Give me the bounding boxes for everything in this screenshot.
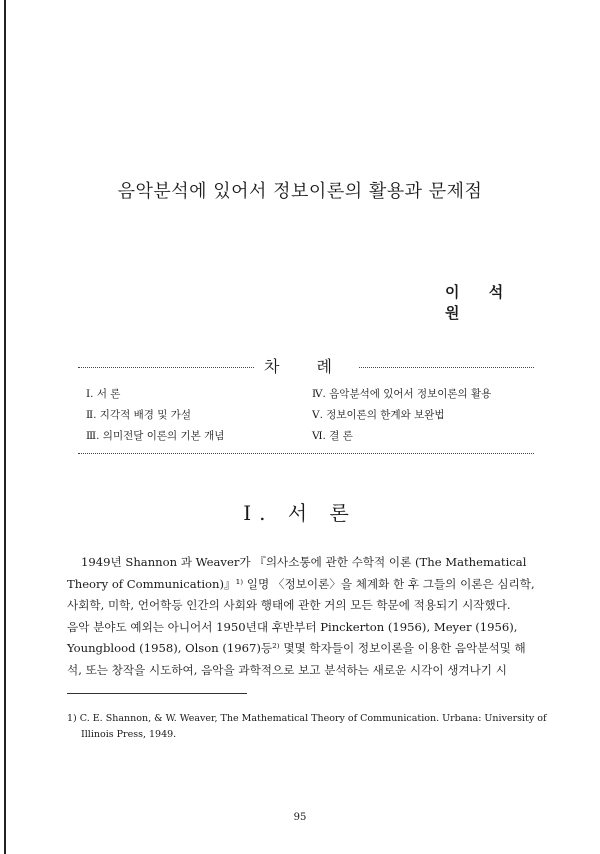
body-line: 음악 분야도 예외는 아니어서 1950년대 후반부터 Pinckerton (1956), Meyer (1956),	[67, 619, 518, 634]
toc-item: Ⅴ. 정보이론의 한계와 보완법	[312, 409, 445, 421]
author-name: 이 석 원	[445, 283, 516, 322]
table-of-contents	[78, 356, 534, 454]
body-line: 1949년 Shannon 과 Weaver가 『의사소통에 관한 수학적 이론 (The Mathematical	[81, 555, 527, 569]
body-line: 석, 또는 창작을 시도하여, 음악을 과학적으로 보고 분석하는 새로운 시각이 생겨나기 시	[67, 662, 507, 677]
footnote	[67, 711, 547, 743]
toc-bottom-rule	[78, 453, 534, 454]
toc-item: Ⅳ. 음악분석에 있어서 정보이론의 활용	[312, 388, 492, 400]
body-line: Youngblood (1958), Olson (1967)등²⁾ 몇몇 학자들이 정보이론을 이용한 음악분석및 해	[67, 641, 526, 655]
section-heading: Ⅰ. 서 론	[243, 501, 357, 525]
body-line: Theory of Communication)』¹⁾ 일명 〈정보이론〉을 체계화 한 후 그들의 이론은 심리학,	[67, 576, 535, 591]
page-number: 95	[293, 812, 307, 823]
body-paragraph	[67, 552, 537, 681]
toc-item: Ⅰ. 서 론	[86, 388, 121, 400]
page-edge	[4, 0, 6, 854]
toc-item: Ⅵ. 결 론	[312, 430, 353, 442]
toc-item: Ⅱ. 지각적 배경 및 가설	[86, 409, 191, 421]
paper-title: 음악분석에 있어서 정보이론의 활용과 문제점	[117, 181, 483, 202]
toc-item: Ⅲ. 의미전달 이론의 기본 개념	[86, 430, 225, 442]
toc-heading: 차 례	[254, 356, 358, 378]
footnote-line: 1) C. E. Shannon, & W. Weaver, The Mathematical Theory of Communication. Urbana: University of	[67, 713, 547, 724]
body-line: 사회학, 미학, 언어학등 인간의 사회와 행태에 관한 거의 모든 학문에 적용되기 시작했다.	[67, 598, 511, 612]
footnote-line: Illinois Press, 1949.	[81, 729, 177, 740]
footnote-rule	[67, 693, 247, 694]
